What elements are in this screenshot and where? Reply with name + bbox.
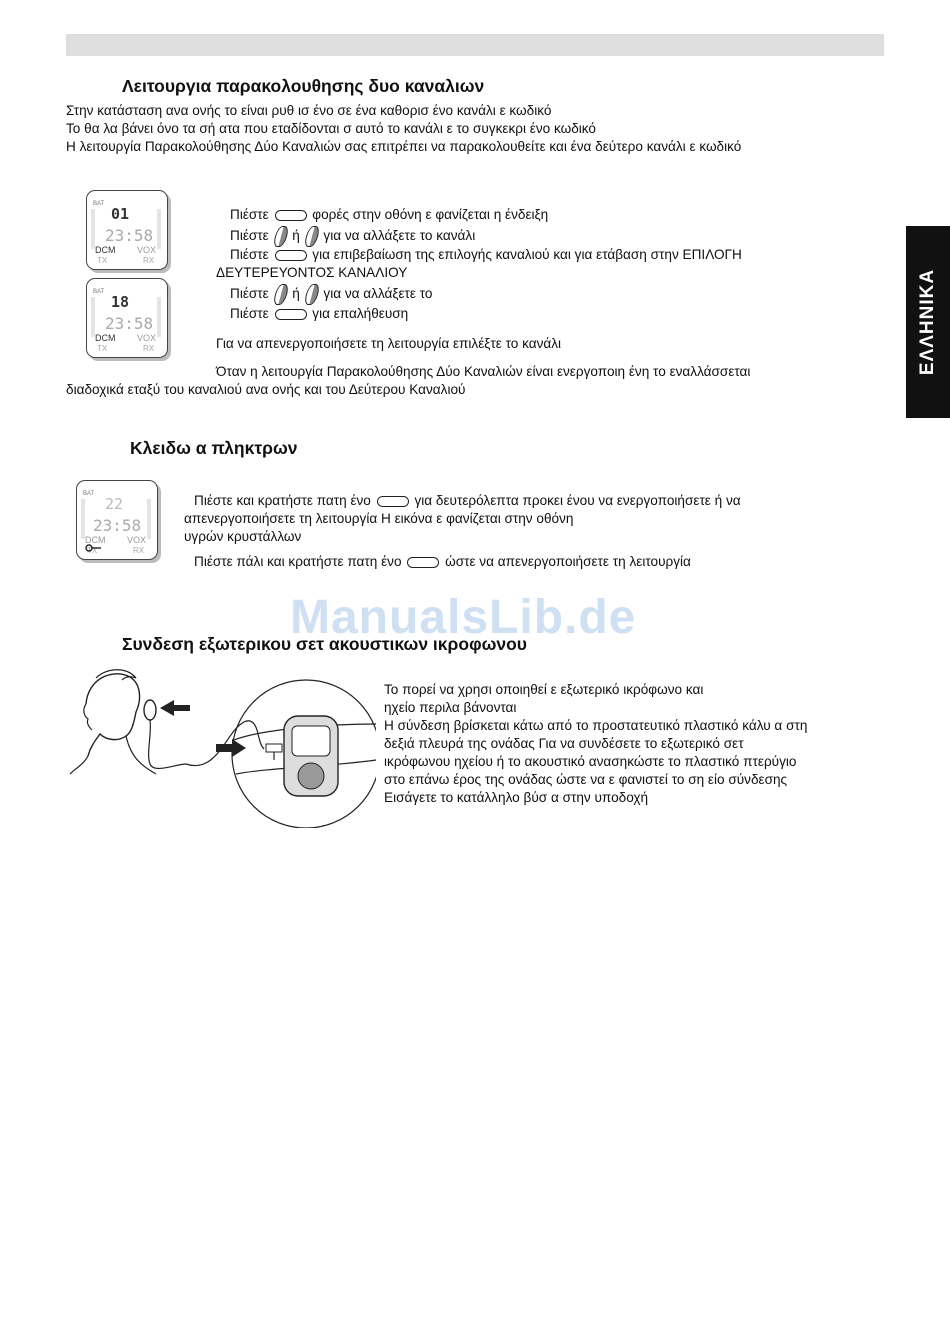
menu-button-icon	[377, 496, 409, 507]
step-text: Πιέστε	[230, 228, 269, 244]
lcd-rx: RX	[143, 344, 155, 353]
paragraph: Το θα λα βάνει όνο τα σή ατα που εταδίδονται σ αυτό το κανάλι ε το συγκεκρι ένο κωδικό	[66, 121, 596, 136]
lcd-vox: VOX	[127, 535, 147, 545]
lcd-time: 23:58	[105, 226, 154, 245]
step-text: για επιβεβαίωση της επιλογής καναλιού και για ετάβαση στην ΕΠΙΛΟΓΗ	[312, 247, 742, 262]
lcd-time: 23:58	[105, 314, 154, 333]
section-title-keylock: Κλειδω α πληκτρων	[130, 438, 298, 458]
lcd-time: 23:58	[93, 516, 142, 535]
step-text: Πιέστε	[230, 207, 269, 222]
step-text: φορές στην οθόνη ε φανίζεται η ένδειξη	[312, 207, 549, 222]
step-4	[230, 284, 433, 305]
step-3-cont: ΔΕΥΤΕΡΕΥΟΝΤΟΣ ΚΑΝΑΛΙΟΥ	[216, 265, 408, 280]
lcd-dcm: DCM	[95, 333, 116, 343]
step-text: για επαλήθευση	[312, 306, 409, 321]
watermark: ManualsLib.de	[290, 591, 637, 644]
step-text: ή	[292, 228, 300, 244]
lcd-display-3	[76, 480, 158, 560]
lcd-channel: 01	[111, 205, 130, 223]
headset-text: ηχείο περιλα βάνονται	[384, 700, 517, 715]
headset-text: Εισάγετε το κατάλληλο βύσ α στην υποδοχή	[384, 790, 649, 805]
note: Όταν η λειτουργία Παρακολούθησης Δύο Καναλιών είναι ενεργοποιη ένη το εναλλάσσεται	[216, 364, 751, 379]
lcd-rx: RX	[143, 256, 155, 265]
headset-text: Το πορεί να χρησι οποιηθεί ε εξωτερικό ικρόφωνο και	[384, 682, 704, 697]
step-text: για να αλλάξετε το κανάλι	[323, 228, 476, 244]
step-text: Πιέστε	[230, 247, 269, 262]
step-3	[230, 246, 742, 264]
keylock-instruction	[194, 553, 691, 571]
headset-illustration	[66, 664, 376, 828]
paragraph: Στην κατάσταση ανα ονής το είναι ρυθ ισ ένο σε ένα καθορισ ένο κανάλι ε κωδικό	[66, 103, 552, 118]
keylock-instruction: υγρών κρυστάλλων	[184, 529, 302, 544]
step-1	[230, 206, 548, 224]
step-text: Πιέστε	[230, 306, 269, 321]
header-bar	[66, 34, 884, 56]
headset-text: ικρόφωνου ηχείου ή το ακουστικό ανασηκώστε το πλαστικό πτερύγιο	[384, 754, 797, 769]
down-key-icon	[303, 226, 321, 247]
language-tab-label: ΕΛΛΗΝΙΚΑ	[917, 268, 938, 376]
lcd-channel: 22	[105, 495, 124, 513]
keylock-instruction	[194, 492, 741, 510]
headset-text: Η σύνδεση βρίσκεται κάτω από το προστατευτικό πλαστικό κάλυ α στη	[384, 718, 808, 733]
lcd-vox: VOX	[137, 333, 157, 343]
menu-button-icon	[407, 557, 439, 568]
lcd-bat: BAT	[83, 491, 95, 497]
step-text: Πιέστε	[230, 286, 269, 302]
lcd-tx: TX	[97, 256, 108, 265]
lcd-dcm: DCM	[85, 535, 106, 545]
step-text: για δευτερόλεπτα προκει ένου να ενεργοποιήσετε ή να	[414, 493, 741, 508]
section-title-dual-watch: Λειτουργια παρακολουθησης δυο καναλιων	[122, 76, 485, 96]
step-text: ώστε να απενεργοποιήσετε τη λειτουργία	[445, 554, 691, 569]
step-text: Πιέστε και κρατήστε πατη ένο	[194, 493, 371, 508]
headset-text: δεξιά πλευρά της ονάδας Για να συνδέσετε το εξωτερικό σετ	[384, 736, 744, 751]
section-title-headset: Συνδεση εξωτερικου σετ ακουστικων ικροφωνου	[122, 634, 527, 654]
up-key-icon	[272, 284, 290, 305]
lcd-vox: VOX	[137, 245, 157, 255]
menu-button-icon	[275, 250, 307, 261]
paragraph: Η λειτουργία Παρακολούθησης Δύο Καναλιών σας επιτρέπει να παρακολουθείτε και ένα δεύτερο κανάλι ε κωδικό	[66, 139, 742, 154]
up-key-icon	[272, 226, 290, 247]
step-2	[230, 226, 475, 247]
lcd-bat: BAT	[93, 201, 105, 207]
lcd-display-2	[86, 278, 168, 358]
down-key-icon	[303, 284, 321, 305]
step-5	[230, 305, 408, 323]
language-tab	[906, 226, 950, 418]
step-text: ή	[292, 286, 300, 302]
headset-text: στο επάνω έρος της ονάδας ώστε να ε φανιστεί το ση είο σύνδεσης	[384, 772, 788, 787]
lcd-channel: 18	[111, 293, 130, 311]
lcd-display-1	[86, 190, 168, 270]
menu-button-icon	[275, 210, 307, 221]
lcd-bat: BAT	[93, 289, 105, 295]
step-text: για να αλλάξετε το	[323, 286, 433, 302]
menu-button-icon	[275, 309, 307, 320]
lcd-dcm: DCM	[95, 245, 116, 255]
note: Για να απενεργοποιήσετε τη λειτουργία επιλέξτε το κανάλι	[216, 336, 562, 351]
keylock-instruction: απενεργοποιήσετε τη λειτουργία Η εικόνα ε φανίζεται στην οθόνη	[184, 511, 574, 526]
lcd-rx: RX	[133, 546, 145, 555]
step-text: Πιέστε πάλι και κρατήστε πατη ένο	[194, 554, 402, 569]
lcd-tx: TX	[87, 546, 98, 555]
lcd-tx: TX	[97, 344, 108, 353]
note: διαδοχικά εταξύ του καναλιού ανα ονής και του Δεύτερου Καναλιού	[66, 382, 466, 397]
